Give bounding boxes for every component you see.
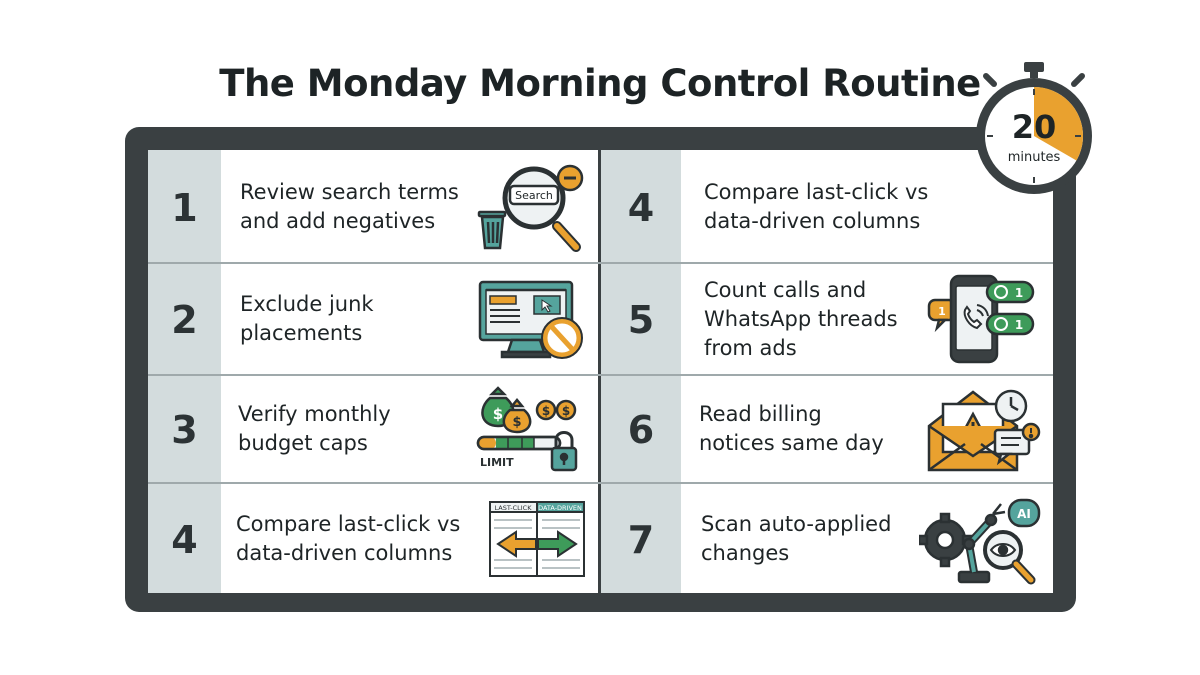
step-card-right-7 <box>601 484 1053 593</box>
svg-text:$: $ <box>492 405 504 423</box>
gear-robot-ai-icon <box>919 496 1043 586</box>
timer-value: 20 <box>1011 108 1057 146</box>
svg-text:LAST-CLICK: LAST-CLICK <box>494 504 532 512</box>
step-card-right-6 <box>601 376 1053 482</box>
envelope-warning-clock-icon <box>925 386 1043 474</box>
row-divider <box>148 374 1053 376</box>
step-number: 3 <box>171 408 198 452</box>
step-label: Compare last-click vs data-driven columns <box>236 512 461 565</box>
phone-chat-bubbles-icon <box>925 272 1041 368</box>
svg-text:1: 1 <box>1014 318 1024 332</box>
step-label: Verify monthly budget caps <box>238 402 391 455</box>
timer-unit: minutes <box>1007 150 1061 165</box>
svg-text:LIMIT: LIMIT <box>480 456 514 469</box>
svg-text:$: $ <box>541 404 551 418</box>
step-card-left-2 <box>148 264 598 374</box>
page-title: The Monday Morning Control Routine <box>219 62 981 105</box>
monitor-blocked-icon <box>476 278 588 362</box>
step-card-left-4 <box>148 484 598 593</box>
step-card-left-3 <box>148 376 598 482</box>
step-number: 1 <box>171 186 198 230</box>
money-bags-limit-lock-icon <box>474 386 586 476</box>
svg-text:$: $ <box>561 404 571 418</box>
step-number: 4 <box>171 518 198 562</box>
step-label: Read billing notices same day <box>699 402 884 455</box>
step-number: 7 <box>627 518 655 562</box>
step-label: Scan auto-applied changes <box>701 512 892 565</box>
column-compare-arrows-icon <box>488 498 588 580</box>
row-divider <box>148 262 1053 264</box>
step-number: 2 <box>171 298 198 342</box>
step-card-left-1 <box>148 150 598 262</box>
svg-text:Search: Search <box>515 189 553 202</box>
step-label: Count calls and WhatsApp threads from ads <box>704 278 898 360</box>
svg-text:DATA-DRIVEN: DATA-DRIVEN <box>538 504 582 512</box>
row-divider <box>148 482 1053 484</box>
magnifier-search-trash-icon <box>474 164 586 252</box>
column-divider <box>598 150 601 593</box>
routine-grid <box>148 150 1053 593</box>
svg-text:1: 1 <box>938 305 946 318</box>
step-label: Exclude junk placements <box>240 292 374 345</box>
svg-text:$: $ <box>512 415 522 430</box>
svg-text:AI: AI <box>1017 507 1031 521</box>
step-number: 4 <box>627 186 655 230</box>
step-number: 6 <box>627 408 655 452</box>
step-number: 5 <box>627 298 655 342</box>
step-label: Compare last-click vs data-driven columns <box>704 180 929 233</box>
step-label: Review search terms and add negatives <box>240 180 459 233</box>
step-card-right-5 <box>601 264 1053 374</box>
svg-text:1: 1 <box>1014 286 1024 300</box>
